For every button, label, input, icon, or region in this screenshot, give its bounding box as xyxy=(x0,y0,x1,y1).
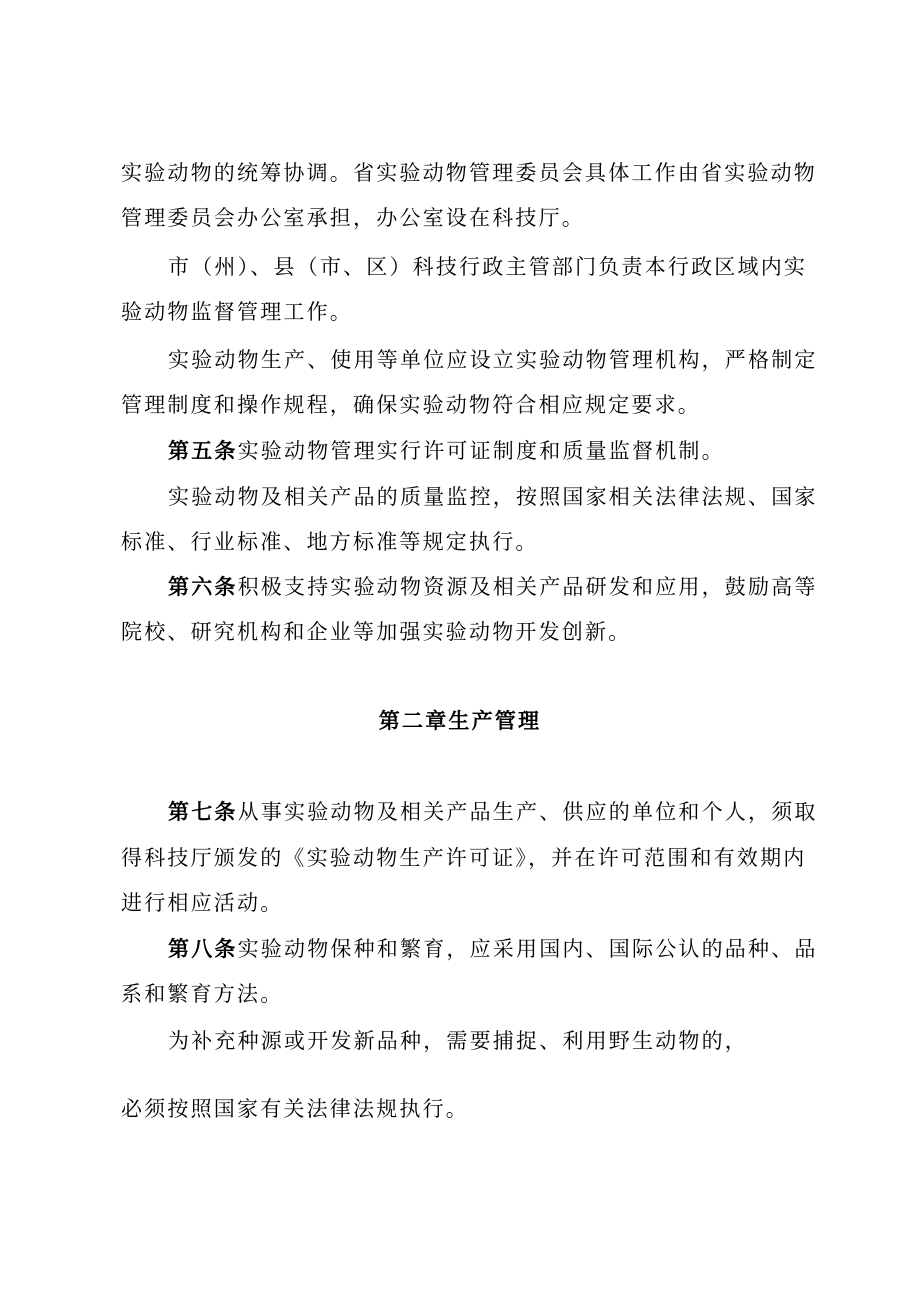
article-6 xyxy=(168,572,818,602)
article-7 xyxy=(168,797,818,827)
paragraph-line: 实验动物生产、使用等单位应设立实验动物管理机构，严格制定 xyxy=(168,348,818,372)
paragraph-line: 管理制度和操作规程，确保实验动物符合相应规定要求。 xyxy=(121,393,701,417)
paragraph-line: 系和繁育方法。 xyxy=(121,982,284,1006)
chapter-heading: 第二章生产管理 xyxy=(378,709,542,733)
paragraph-line: 市（州）、县（市、区）科技行政主管部门负责本行政区域内实 xyxy=(168,255,808,279)
article-8-label: 第八条 xyxy=(168,937,238,961)
paragraph-line: 院校、研究机构和企业等加强实验动物开发创新。 xyxy=(121,620,632,644)
article-7-text: 从事实验动物及相关产品生产、供应的单位和个人，须取 xyxy=(237,800,818,824)
article-5 xyxy=(168,436,725,466)
article-6-label: 第六条 xyxy=(168,575,238,599)
article-8 xyxy=(168,934,818,964)
paragraph-line: 验动物监督管理工作。 xyxy=(121,300,353,324)
paragraph-line: 必须按照国家有关法律法规执行。 xyxy=(121,1097,469,1121)
article-8-text: 实验动物保种和繁育，应采用国内、国际公认的品种、品 xyxy=(237,937,818,961)
article-5-label: 第五条 xyxy=(168,439,238,463)
article-7-label: 第七条 xyxy=(168,800,238,824)
paragraph-line: 实验动物的统筹协调。省实验动物管理委员会具体工作由省实验动物 xyxy=(121,161,817,185)
article-5-text: 实验动物管理实行许可证制度和质量监督机制。 xyxy=(237,439,725,463)
paragraph-line: 得科技厅颁发的《实验动物生产许可证》，并在许可范围和有效期内 xyxy=(121,846,807,870)
paragraph-line: 为补充种源或开发新品种，需要捕捉、利用野生动物的， xyxy=(168,1029,748,1053)
paragraph-line: 管理委员会办公室承担，办公室设在科技厅。 xyxy=(121,206,585,230)
paragraph-line: 实验动物及相关产品的质量监控，按照国家相关法律法规、国家 xyxy=(168,485,818,509)
article-6-text: 积极支持实验动物资源及相关产品研发和应用，鼓励高等 xyxy=(237,575,818,599)
paragraph-line: 进行相应活动。 xyxy=(121,891,284,915)
paragraph-line: 标准、行业标准、地方标准等规定执行。 xyxy=(121,530,539,554)
